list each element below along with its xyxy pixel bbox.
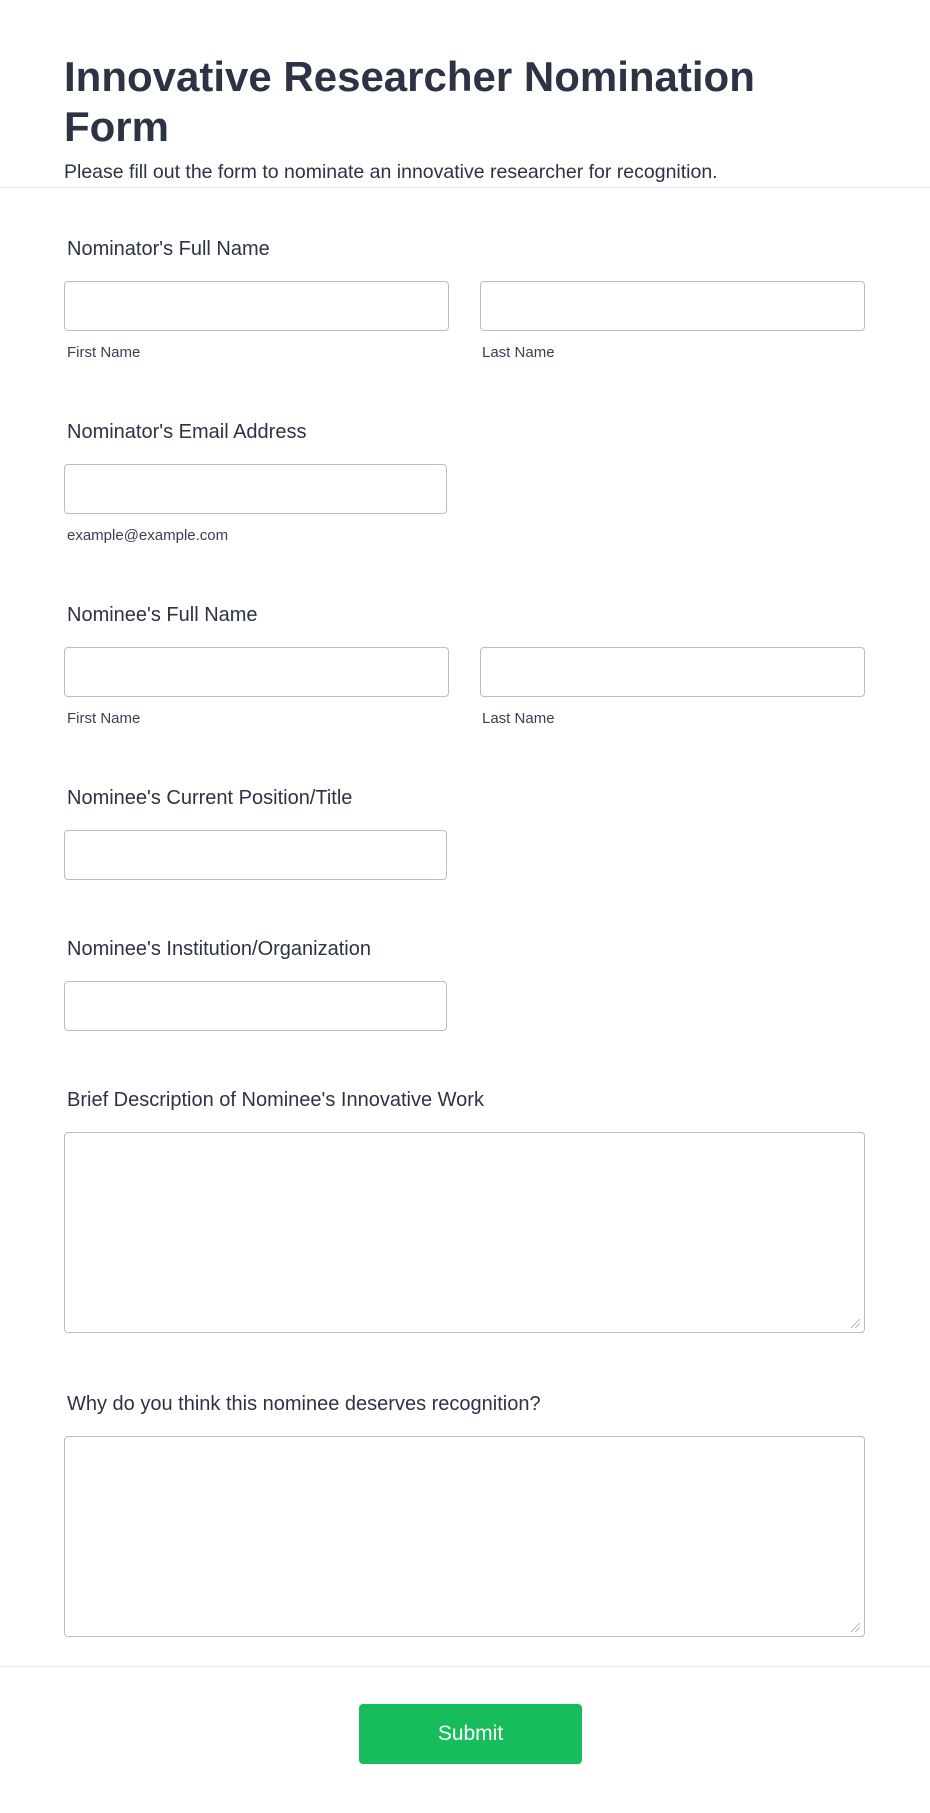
work-description-label: Brief Description of Nominee's Innovative Work (67, 1089, 484, 1111)
nominee-first-name-input[interactable] (64, 647, 449, 697)
nominator-email-label: Nominator's Email Address (67, 421, 307, 443)
submit-button[interactable]: Submit (359, 1704, 582, 1764)
page-subtitle: Please fill out the form to nominate an innovative researcher for recognition. (64, 161, 718, 183)
nominator-email-sublabel: example@example.com (67, 527, 229, 544)
footer-divider (0, 1666, 930, 1667)
form-header (0, 0, 930, 188)
nominee-position-label: Nominee's Current Position/Title (67, 787, 353, 809)
nominee-institution-label: Nominee's Institution/Organization (67, 938, 371, 960)
nominee-last-name-input[interactable] (480, 647, 865, 697)
nominee-position-input[interactable] (64, 830, 447, 880)
resize-grip-icon[interactable] (851, 1623, 860, 1632)
nominator-last-name-input[interactable] (480, 281, 865, 331)
recognition-reason-textarea[interactable] (64, 1436, 865, 1637)
recognition-reason-label: Why do you think this nominee deserves recognition? (67, 1393, 541, 1415)
nominator-first-name-sublabel: First Name (67, 344, 141, 361)
nominator-name-label: Nominator's Full Name (67, 238, 270, 260)
work-description-textarea[interactable] (64, 1132, 865, 1333)
nominee-first-name-sublabel: First Name (67, 710, 141, 727)
nominee-last-name-sublabel: Last Name (482, 710, 555, 727)
nominator-first-name-input[interactable] (64, 281, 449, 331)
nominator-email-input[interactable] (64, 464, 447, 514)
page-title: Innovative Researcher Nomination Form (64, 53, 755, 150)
nominee-name-label: Nominee's Full Name (67, 604, 258, 626)
nominator-last-name-sublabel: Last Name (482, 344, 555, 361)
resize-grip-icon[interactable] (851, 1319, 860, 1328)
nominee-institution-input[interactable] (64, 981, 447, 1031)
